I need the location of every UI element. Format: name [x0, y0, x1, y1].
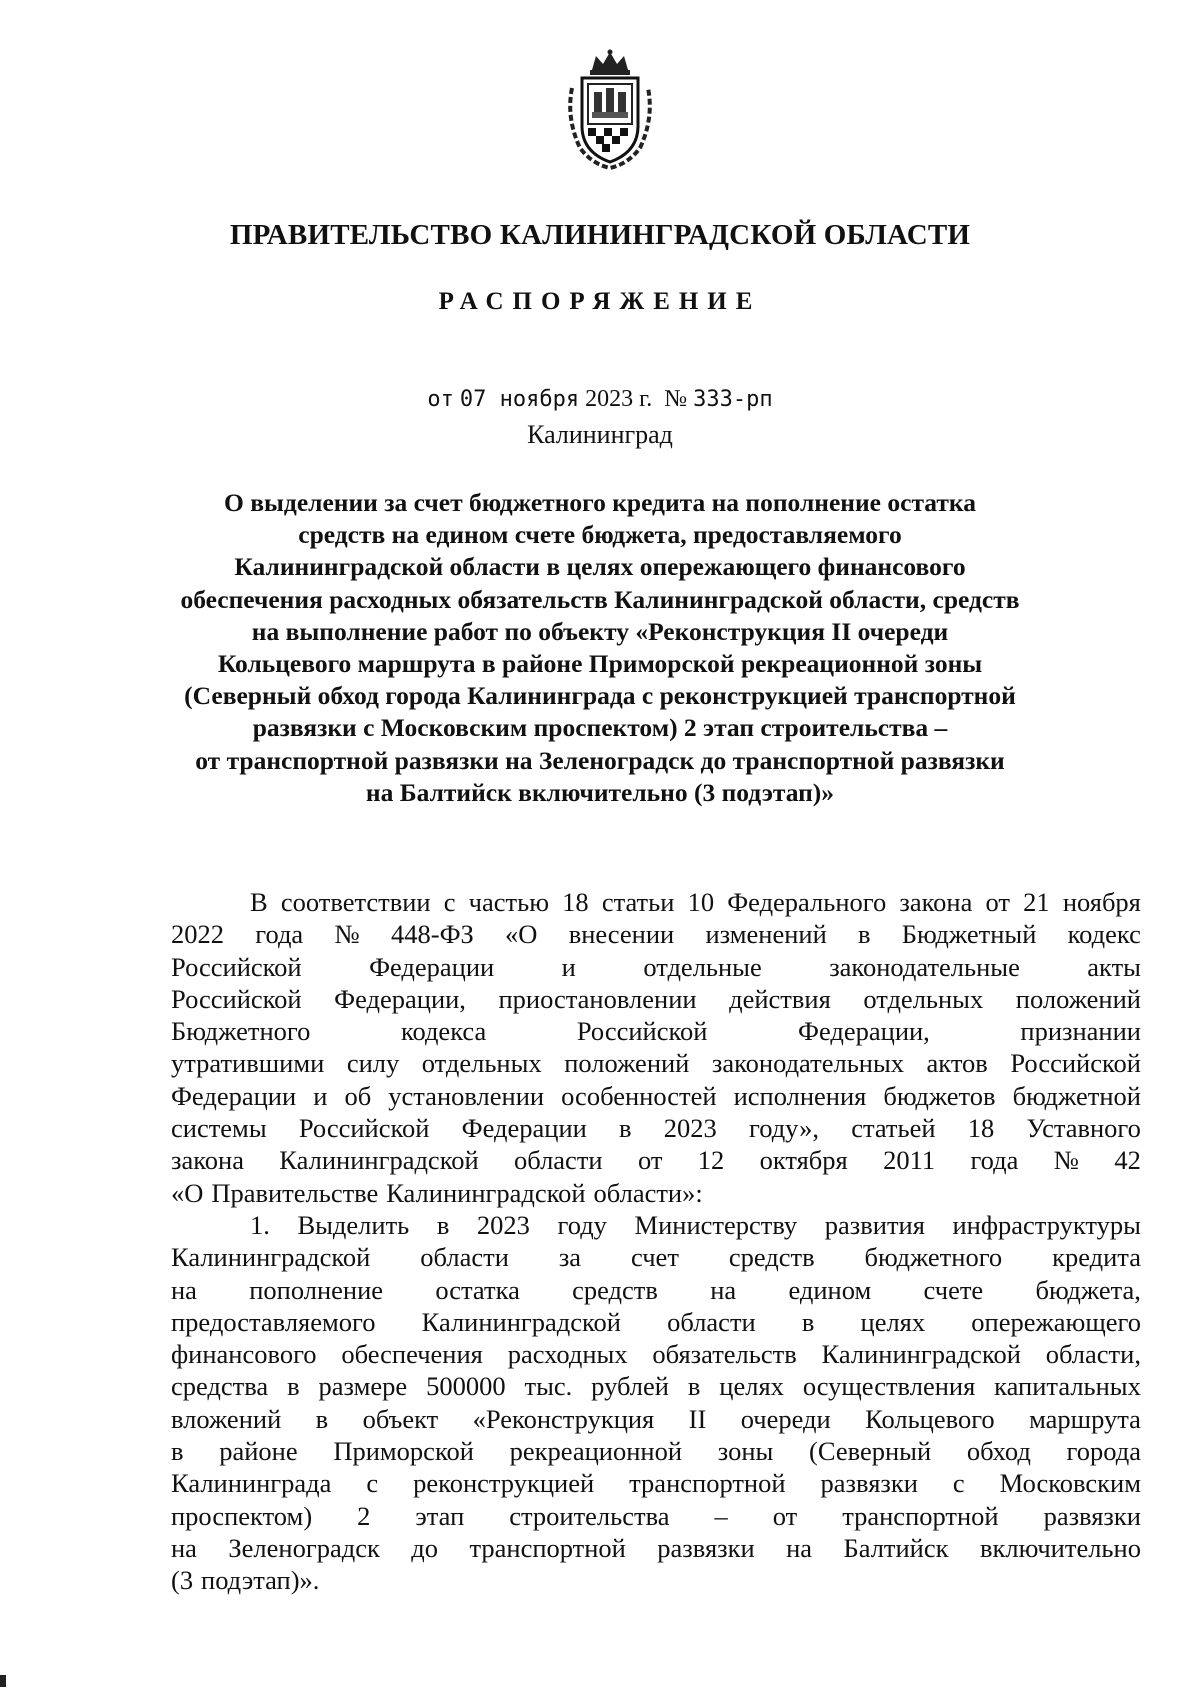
date-handwritten: 07 ноября — [459, 387, 580, 412]
subject-line: средств на едином счете бюджета, предоставляемого — [298, 520, 902, 550]
body-line: проспектом) 2 этап строительства – от транспортной развязки — [171, 1500, 1141, 1531]
subject-line: Кольцевого маршрута в районе Приморской рекреационной зоны — [217, 649, 983, 679]
document-body — [171, 886, 1141, 1597]
body-line: 2022 года № 448-ФЗ «О внесении изменений в Бюджетный кодекс — [171, 919, 1141, 950]
body-line: в районе Приморской рекреационной зоны (Северный обход города — [171, 1436, 1141, 1467]
subject-line: на выполнение работ по объекту «Реконструкция II очереди — [251, 616, 949, 646]
body-line: предоставляемого Калининградской области в целях опережающего — [171, 1306, 1141, 1337]
subject-line: на Балтийск включительно (3 подэтап)» — [365, 777, 835, 807]
date-prefix: от — [427, 387, 454, 412]
body-line: Федерации и об установлении особенностей исполнения бюджетов бюджетной — [171, 1080, 1141, 1111]
body-line: вложений в объект «Реконструкция II очереди Кольцевого маршрута — [171, 1403, 1141, 1434]
document-type: РАСПОРЯЖЕНИЕ — [438, 288, 762, 315]
number-sign: № — [664, 386, 688, 412]
subject-line: от транспортной развязки на Зеленоградск до транспортной развязки — [195, 745, 1005, 775]
body-line: Калининградской области за счет средств бюджетного кредита — [171, 1242, 1141, 1273]
body-line: средства в размере 500000 тыс. рублей в целях осуществления капитальных — [171, 1371, 1141, 1402]
body-line: закона Калининградской области от 12 октября 2011 года № 42 — [171, 1145, 1141, 1176]
body-line: системы Российской Федерации в 2023 году», статьей 18 Уставного — [171, 1113, 1141, 1144]
subject-line: обеспечения расходных обязательств Калининградской области, средств — [180, 584, 1020, 614]
government-title: ПРАВИТЕЛЬСТВО КАЛИНИНГРАДСКОЙ ОБЛАСТИ — [229, 219, 971, 251]
subject-line: О выделении за счет бюджетного кредита на пополнение остатка — [224, 488, 976, 517]
document-subject — [140, 487, 1060, 809]
body-line: утратившими силу отдельных положений законодательных актов Российской — [171, 1048, 1141, 1079]
city: Калининград — [527, 420, 673, 449]
subject-line: (Северный обход города Калининграда с реконструкцией транспортной — [184, 681, 1016, 711]
body-line: на пополнение остатка средств на едином счете бюджета, — [171, 1274, 1141, 1305]
scan-mark — [0, 1675, 6, 1687]
body-line: Калининграда с реконструкцией транспортной развязки с Московским — [171, 1468, 1141, 1499]
date-year: 2023 г. — [585, 386, 653, 412]
body-line: 1. Выделить в 2023 году Министерству развития инфраструктуры — [250, 1209, 1141, 1240]
document-number: 333-рп — [693, 387, 773, 412]
body-line: на Зеленоградск до транспортной развязки на Балтийск включительно — [171, 1532, 1141, 1563]
body-line: «О Правительстве Калининградской области»: — [171, 1177, 703, 1208]
body-line: (3 подэтап)». — [171, 1565, 320, 1596]
date-number-line — [0, 386, 1200, 413]
subject-line: Калининградской области в целях опережающего финансового — [234, 552, 966, 582]
body-line: В соответствии с частью 18 статьи 10 Федерального закона от 21 ноября — [250, 887, 1141, 917]
subject-line: развязки с Московским проспектом) 2 этап строительства – — [252, 713, 948, 743]
body-line: Бюджетного кодекса Российской Федерации, признании — [171, 1016, 1141, 1047]
body-line: финансового обеспечения расходных обязательств Калининградской области, — [171, 1339, 1141, 1370]
coat-of-arms-icon — [562, 48, 658, 170]
body-line: Российской Федерации и отдельные законодательные акты — [171, 951, 1141, 982]
body-line: Российской Федерации, приостановлении действия отдельных положений — [171, 983, 1141, 1014]
